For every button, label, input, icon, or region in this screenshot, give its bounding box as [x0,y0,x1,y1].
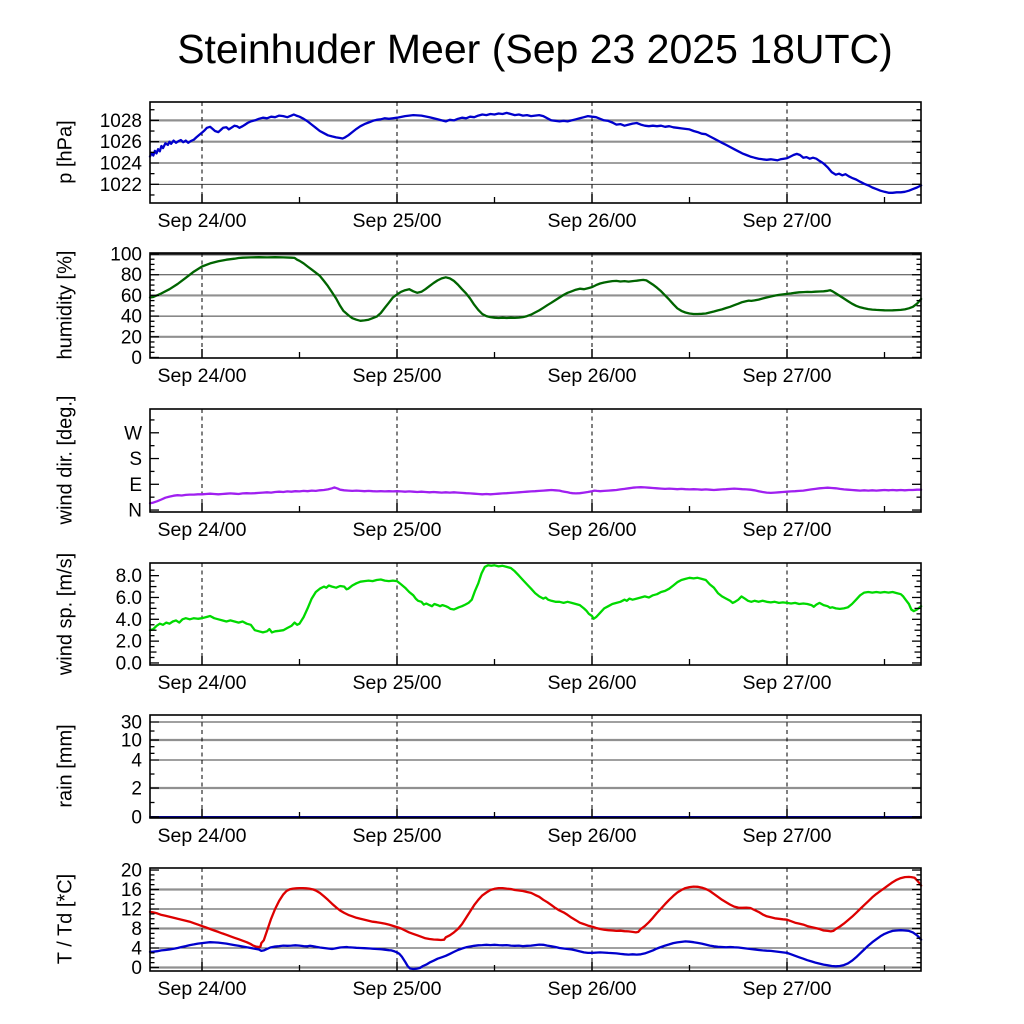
ytick-label: S [129,449,142,471]
xtick-label: Sep 27/00 [742,825,832,847]
xtick-label: Sep 24/00 [157,365,247,387]
xtick-label: Sep 27/00 [742,519,832,541]
ytick-label: 1028 [99,110,142,132]
panel-wind-direction [124,409,921,541]
ytick-label: 6.0 [115,587,142,609]
ytick-label: 1022 [99,174,142,196]
xtick-label: Sep 24/00 [157,210,247,232]
xtick-label: Sep 26/00 [547,978,637,1000]
panel-pressure [100,102,921,232]
xtick-label: Sep 27/00 [742,672,832,694]
ytick-label: 60 [120,285,142,307]
axis-title-wind-speed: wind sp. [m/s] [54,552,77,676]
ytick-label: 20 [120,327,142,349]
xtick-label: Sep 27/00 [742,978,832,1000]
panel-temperature [121,861,921,1000]
ytick-label: 80 [120,265,142,287]
ytick-label: 2.0 [115,631,142,653]
series-relative-humidity [150,257,921,321]
series-temperature [150,877,921,947]
xtick-label: Sep 26/00 [547,365,637,387]
ytick-label: 8.0 [115,566,142,588]
axis-title-temperature: T / Td [*C] [54,873,77,965]
xtick-label: Sep 25/00 [352,825,442,847]
series-pressure [150,113,921,193]
ytick-label: 0.0 [115,653,142,675]
panel-wind-speed [116,563,922,694]
ytick-label: W [124,423,142,445]
axis-title-wind-direction: wind dir. [deg.] [54,395,77,525]
xtick-label: Sep 25/00 [352,978,442,1000]
ytick-label: 100 [110,244,142,266]
ytick-label: 20 [120,860,142,882]
ytick-label: 4 [131,938,142,960]
xtick-label: Sep 26/00 [547,825,637,847]
series-wind-speed [150,565,921,632]
xtick-label: Sep 24/00 [157,978,247,1000]
ytick-label: 1026 [99,132,142,154]
ytick-label: 4.0 [115,609,142,631]
xtick-label: Sep 24/00 [157,825,247,847]
ytick-label: 0 [131,807,142,829]
ytick-label: 8 [131,919,142,941]
ytick-label: 1024 [99,153,142,175]
xtick-label: Sep 26/00 [547,210,637,232]
axis-title-pressure: p [hPa] [54,120,77,184]
series-wind-direction [150,487,921,503]
xtick-label: Sep 25/00 [352,519,442,541]
ytick-label: 0 [131,957,142,979]
ytick-label: 2 [131,778,142,800]
xtick-label: Sep 25/00 [352,672,442,694]
ytick-label: N [128,500,142,522]
xtick-label: Sep 27/00 [742,365,832,387]
xtick-label: Sep 25/00 [352,365,442,387]
ytick-label: 4 [131,750,142,772]
ytick-label: E [129,474,142,496]
axis-title-humidity: humidity [%] [54,250,77,360]
xtick-label: Sep 26/00 [547,672,637,694]
axis-title-rain: rain [mm] [54,724,77,808]
panel-rain [121,713,921,847]
ytick-label: 30 [120,712,142,734]
xtick-label: Sep 25/00 [352,210,442,232]
xtick-label: Sep 24/00 [157,519,247,541]
xtick-label: Sep 24/00 [157,672,247,694]
chart-title: Steinhuder Meer (Sep 23 2025 18UTC) [177,26,893,72]
xtick-label: Sep 26/00 [547,519,637,541]
ytick-label: 12 [120,899,142,921]
ytick-label: 16 [120,880,142,902]
ytick-label: 40 [120,306,142,328]
panel-humidity [110,245,921,387]
ytick-label: 10 [120,730,142,752]
xtick-label: Sep 27/00 [742,210,832,232]
ytick-label: 0 [131,347,142,369]
